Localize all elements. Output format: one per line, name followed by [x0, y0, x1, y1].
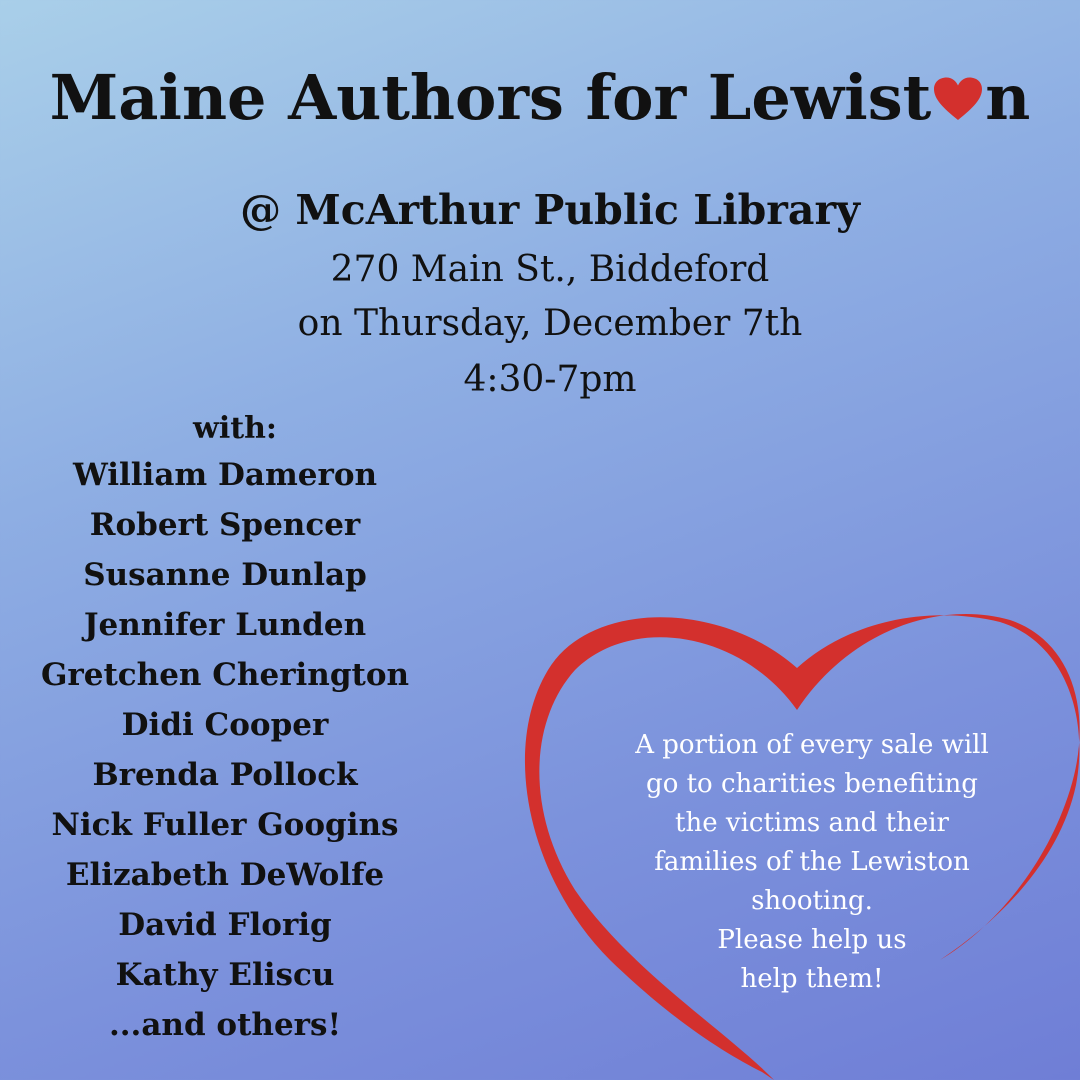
author-item: Jennifer Lunden	[83, 607, 367, 643]
venue-name: @ McArthur Public Library	[240, 186, 860, 234]
author-item: Brenda Pollock	[92, 757, 358, 793]
charity-message	[592, 726, 1032, 999]
author-item: Robert Spencer	[89, 507, 361, 543]
charity-line: Please help us	[717, 925, 907, 955]
author-list	[10, 450, 440, 1050]
heart-icon	[933, 77, 983, 121]
charity-line: shooting.	[751, 886, 873, 916]
author-item: Elizabeth DeWolfe	[65, 857, 385, 893]
charity-line: the victims and their	[675, 808, 949, 838]
charity-line: families of the Lewiston	[654, 847, 970, 877]
author-item: Kathy Eliscu	[115, 957, 335, 993]
author-item: Didi Cooper	[121, 707, 329, 743]
event-time: 4:30-7pm	[463, 359, 637, 400]
venue-address: 270 Main St., Biddeford	[330, 249, 770, 290]
author-item: David Florig	[118, 907, 332, 943]
author-item: Susanne Dunlap	[83, 557, 367, 593]
event-date: on Thursday, December 7th	[297, 303, 803, 344]
charity-line: help them!	[740, 964, 884, 994]
author-item: Gretchen Cherington	[40, 657, 410, 693]
title-text-end: n	[985, 61, 1031, 134]
title-text-start: Maine Authors for Lewist	[49, 61, 932, 134]
charity-line: go to charities benefiting	[646, 769, 978, 799]
author-item: William Dameron	[72, 457, 378, 493]
author-item: ...and others!	[108, 1007, 342, 1043]
event-title	[0, 58, 1080, 138]
charity-line: A portion of every sale will	[635, 730, 989, 760]
with-label: with:	[193, 411, 277, 446]
author-item: Nick Fuller Googins	[51, 807, 399, 843]
